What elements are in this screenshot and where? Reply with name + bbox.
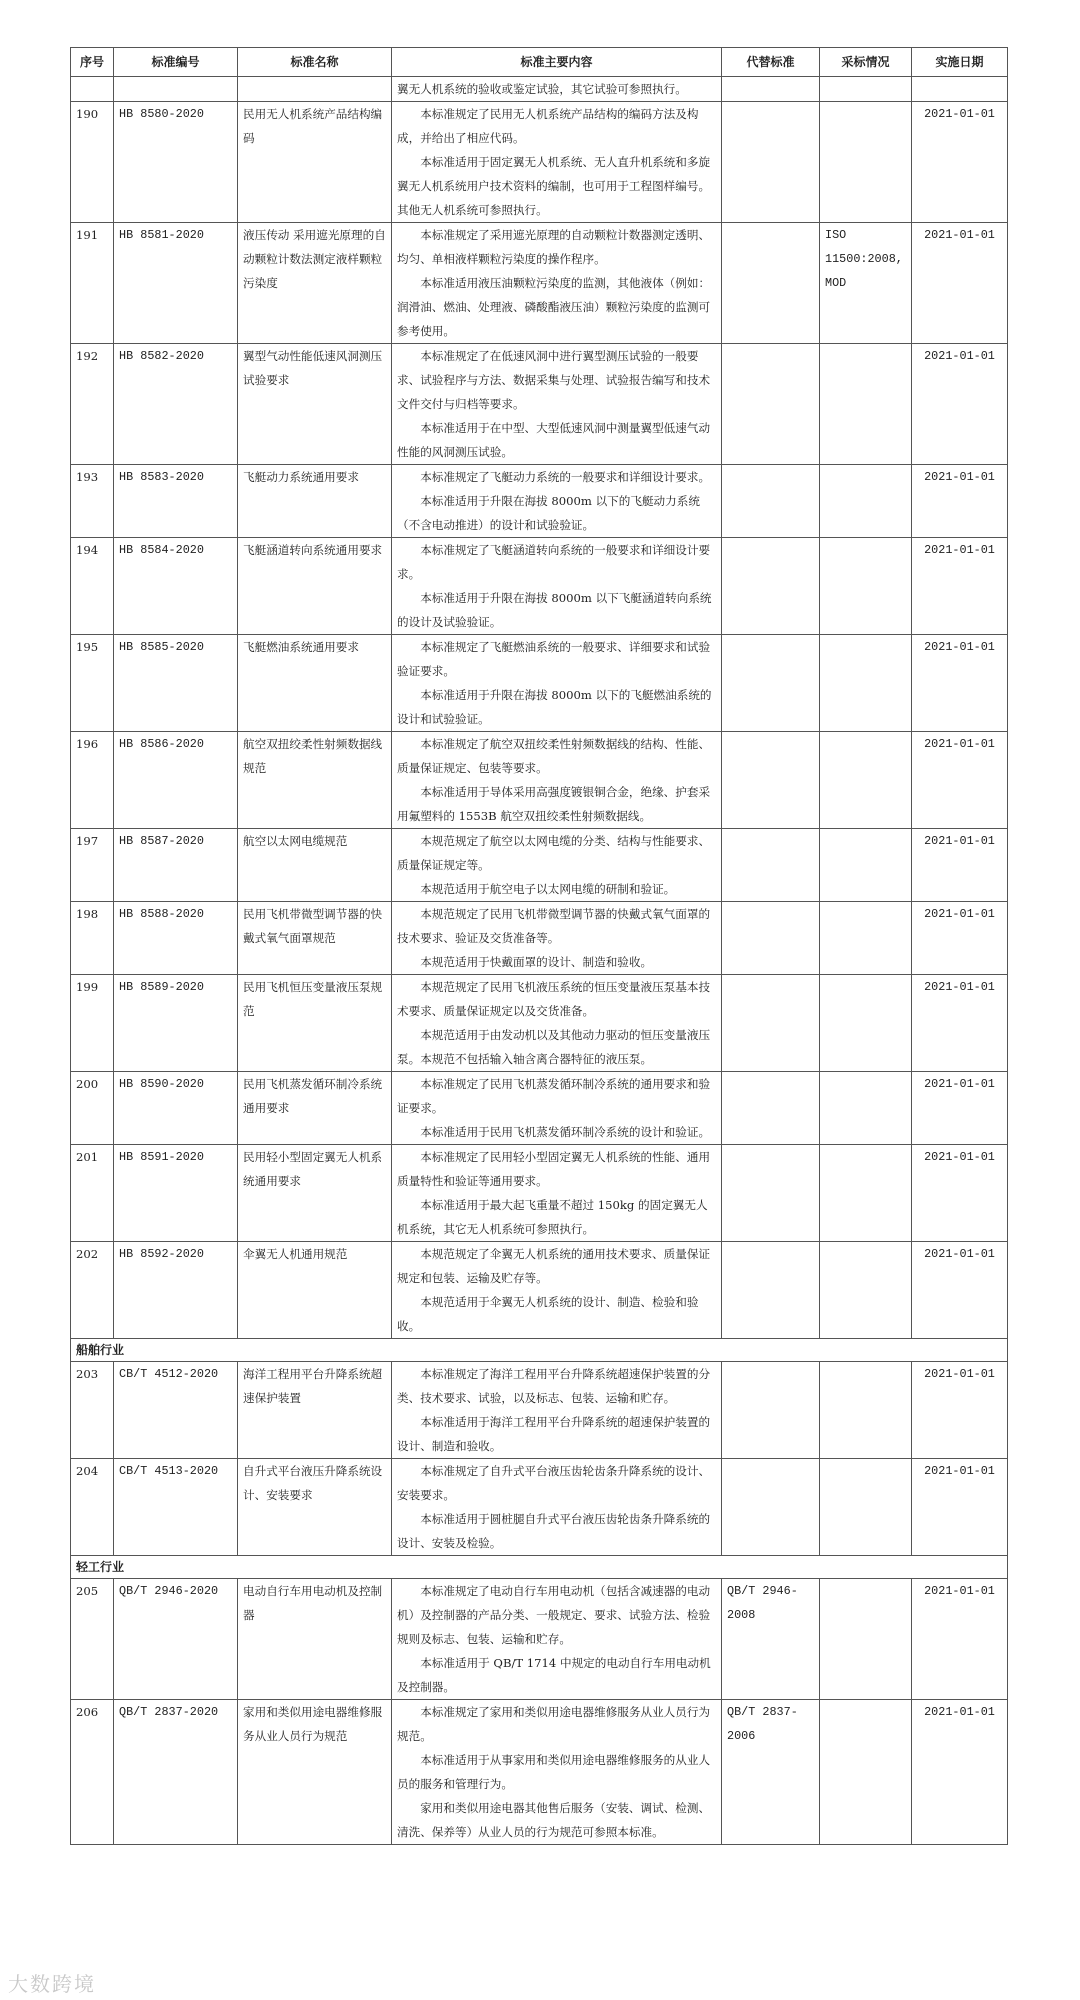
content-paragraph: 本标准规定了在低速风洞中进行翼型测压试验的一般要求、试验程序与方法、数据采集与处理、试验报告编写和技术文件交付与归档等要求。 [397, 349, 711, 411]
cell-code: HB 8584-2020 [114, 538, 238, 635]
cell-adoption [820, 732, 912, 829]
content-paragraph: 本标准适用于圆桩腿自升式平台液压齿轮齿条升降系统的设计、安装及检验。 [397, 1512, 711, 1550]
content-paragraph: 本标准适用于 QB/T 1714 中规定的电动自行车用电动机及控制器。 [397, 1656, 711, 1694]
cell-date: 2021-01-01 [912, 829, 1008, 902]
cell-name: 飞艇燃油系统通用要求 [238, 635, 392, 732]
cell-replaced [722, 829, 820, 902]
content-paragraph: 本标准适用于升限在海拔 8000m 以下的飞艇燃油系统的设计和试验验证。 [397, 688, 712, 726]
table-row [71, 1242, 1008, 1339]
content-paragraph: 本规范规定了民用飞机带微型调节器的快戴式氧气面罩的技术要求、验证及交货准备等。 [397, 907, 711, 945]
cell-seq: 193 [71, 465, 114, 538]
content-paragraph: 本标准规定了民用轻小型固定翼无人机系统的性能、通用质量特性和验证等通用要求。 [397, 1150, 711, 1188]
cell-code: HB 8582-2020 [114, 344, 238, 465]
cell-code: HB 8591-2020 [114, 1145, 238, 1242]
cell-code: QB/T 2837-2020 [114, 1700, 238, 1845]
content-paragraph: 本标准适用于最大起飞重量不超过 150kg 的固定翼无人机系统，其它无人机系统可参照执行。 [397, 1198, 708, 1236]
cell-code: HB 8587-2020 [114, 829, 238, 902]
cell-date: 2021-01-01 [912, 732, 1008, 829]
header-replaced: 代替标准 [722, 48, 820, 77]
cell-name: 航空双扭绞柔性射频数据线规范 [238, 732, 392, 829]
cell-seq: 202 [71, 1242, 114, 1339]
section-row [71, 1339, 1008, 1362]
cell-replaced [722, 538, 820, 635]
cell-code: QB/T 2946-2020 [114, 1579, 238, 1700]
cell-seq: 194 [71, 538, 114, 635]
table-row [71, 635, 1008, 732]
cell-code: CB/T 4512-2020 [114, 1362, 238, 1459]
cell-code: HB 8581-2020 [114, 223, 238, 344]
cell-adoption [820, 102, 912, 223]
cell-adoption [820, 344, 912, 465]
table-row [71, 1072, 1008, 1145]
cell-seq: 198 [71, 902, 114, 975]
cell-replaced [722, 1072, 820, 1145]
cell-adoption [820, 1072, 912, 1145]
content-paragraph: 本规范规定了航空以太网电缆的分类、结构与性能要求、质量保证规定等。 [397, 834, 711, 872]
cell-name: 飞艇动力系统通用要求 [238, 465, 392, 538]
table-row [71, 344, 1008, 465]
cell-code: HB 8590-2020 [114, 1072, 238, 1145]
cell-replaced [722, 1145, 820, 1242]
content-paragraph: 本标准规定了民用飞机蒸发循环制冷系统的通用要求和验证要求。 [397, 1077, 711, 1115]
cell-content [392, 902, 722, 975]
table-row [71, 902, 1008, 975]
content-paragraph: 本标准规定了电动自行车用电动机（包括含减速器的电动机）及控制器的产品分类、一般规定、要求、试验方法、检验规则及标志、包装、运输和贮存。 [397, 1584, 711, 1646]
cell-date: 2021-01-01 [912, 1579, 1008, 1700]
content-paragraph: 本标准适用于民用飞机蒸发循环制冷系统的设计和验证。 [420, 1125, 711, 1139]
cell-adoption [820, 1700, 912, 1845]
cell-replaced [722, 975, 820, 1072]
cell-date: 2021-01-01 [912, 344, 1008, 465]
cell-code: HB 8589-2020 [114, 975, 238, 1072]
table-row [71, 1579, 1008, 1700]
header-code: 标准编号 [114, 48, 238, 77]
header-seq: 序号 [71, 48, 114, 77]
cell-replaced [722, 732, 820, 829]
cell-adoption [820, 1459, 912, 1556]
table-row [71, 1700, 1008, 1845]
table-row [71, 102, 1008, 223]
cell-content [392, 732, 722, 829]
section-row [71, 1556, 1008, 1579]
cell-name: 翼型气动性能低速风洞测压试验要求 [238, 344, 392, 465]
content-paragraph: 本标准规定了飞艇动力系统的一般要求和详细设计要求。 [420, 470, 711, 484]
cell-seq: 199 [71, 975, 114, 1072]
content-paragraph: 本标准规定了海洋工程用平台升降系统超速保护装置的分类、技术要求、试验，以及标志、包装、运输和贮存。 [397, 1367, 711, 1405]
cell-code: HB 8586-2020 [114, 732, 238, 829]
cell-content [392, 1072, 722, 1145]
standards-table [70, 47, 1008, 1845]
cell-date: 2021-01-01 [912, 465, 1008, 538]
content-paragraph: 本规范适用于航空电子以太网电缆的研制和验证。 [420, 882, 676, 896]
cell-content [392, 975, 722, 1072]
cell-date: 2021-01-01 [912, 975, 1008, 1072]
cell-date: 2021-01-01 [912, 102, 1008, 223]
table-row [71, 465, 1008, 538]
cell-adoption [820, 1145, 912, 1242]
cell-seq: 190 [71, 102, 114, 223]
table-row [71, 1459, 1008, 1556]
cell-seq: 192 [71, 344, 114, 465]
content-paragraph: 本标准规定了飞艇燃油系统的一般要求、详细要求和试验验证要求。 [397, 640, 711, 678]
content-paragraph: 本标准适用于固定翼无人机系统、无人直升机系统和多旋翼无人机系统用户技术资料的编制，也可用于工程图样编号。其他无人机系统可参照执行。 [397, 155, 711, 217]
content-paragraph: 本标准适用于在中型、大型低速风洞中测量翼型低速气动性能的风洞测压试验。 [397, 421, 711, 459]
cell-seq: 196 [71, 732, 114, 829]
content-paragraph: 本标准规定了采用遮光原理的自动颗粒计数器测定透明、均匀、单相液样颗粒污染度的操作程序。 [397, 228, 711, 266]
content-paragraph: 本标准规定了航空双扭绞柔性射频数据线的结构、性能、质量保证规定、包装等要求。 [397, 737, 711, 775]
content-paragraph: 本标准规定了民用无人机系统产品结构的编码方法及构成，并给出了相应代码。 [397, 107, 699, 145]
cell-replaced: QB/T 2946-2008 [722, 1579, 820, 1700]
cell-adoption [820, 1362, 912, 1459]
cell-content [392, 1362, 722, 1459]
table-row [71, 538, 1008, 635]
table-row [71, 829, 1008, 902]
content-paragraph: 家用和类似用途电器其他售后服务（安装、调试、检测、清洗、保养等）从业人员的行为规范可参照本标准。 [397, 1801, 711, 1839]
content-paragraph: 本规范适用于由发动机以及其他动力驱动的恒压变量液压泵。本规范不包括输入轴含离合器特征的液压泵。 [397, 1028, 711, 1066]
cell-date: 2021-01-01 [912, 1362, 1008, 1459]
cell-replaced [722, 902, 820, 975]
content-paragraph: 本标准适用于升限在海拔 8000m 以下的飞艇动力系统（不含电动推进）的设计和试验验证。 [397, 494, 700, 532]
content-paragraph: 本规范规定了伞翼无人机系统的通用技术要求、质量保证规定和包装、运输及贮存等。 [397, 1247, 711, 1285]
cell-seq: 201 [71, 1145, 114, 1242]
cell-seq: 200 [71, 1072, 114, 1145]
cell-code: HB 8588-2020 [114, 902, 238, 975]
cell-seq: 206 [71, 1700, 114, 1845]
cell-replaced: QB/T 2837-2006 [722, 1700, 820, 1845]
content-paragraph: 本标准适用液压油颗粒污染度的监测，其他液体（例如：润滑油、燃油、处理液、磷酸酯液压油）颗粒污染度的监测可参考使用。 [397, 276, 711, 338]
cell-name: 自升式平台液压升降系统设计、安装要求 [238, 1459, 392, 1556]
cell-replaced [722, 635, 820, 732]
cell-name: 民用轻小型固定翼无人机系统通用要求 [238, 1145, 392, 1242]
cell-code: HB 8583-2020 [114, 465, 238, 538]
cell-seq: 203 [71, 1362, 114, 1459]
cell-adoption [820, 538, 912, 635]
cell-name: 液压传动 采用遮光原理的自动颗粒计数法测定液样颗粒污染度 [238, 223, 392, 344]
cell-name: 伞翼无人机通用规范 [238, 1242, 392, 1339]
content-paragraph: 本规范适用于伞翼无人机系统的设计、制造、检验和验收。 [397, 1295, 699, 1333]
content-paragraph: 本规范适用于快戴面罩的设计、制造和验收。 [420, 955, 653, 969]
cell-content [392, 1579, 722, 1700]
cell-name: 电动自行车用电动机及控制器 [238, 1579, 392, 1700]
content-paragraph: 本标准适用于海洋工程用平台升降系统的超速保护装置的设计、制造和验收。 [397, 1415, 711, 1453]
cell-name: 民用飞机恒压变量液压泵规范 [238, 975, 392, 1072]
cell-date: 2021-01-01 [912, 902, 1008, 975]
cell-date: 2021-01-01 [912, 1700, 1008, 1845]
table-row [71, 975, 1008, 1072]
cell-content [392, 635, 722, 732]
cell-seq: 195 [71, 635, 114, 732]
cell-content [392, 1459, 722, 1556]
cell-adoption [820, 1242, 912, 1339]
cell-replaced [722, 1459, 820, 1556]
cell-adoption [820, 465, 912, 538]
cell-date: 2021-01-01 [912, 1072, 1008, 1145]
content-paragraph: 本标准规定了飞艇涵道转向系统的一般要求和详细设计要求。 [397, 543, 711, 581]
cell-seq: 197 [71, 829, 114, 902]
cell-date: 2021-01-01 [912, 1242, 1008, 1339]
cell-content [392, 223, 722, 344]
cell-replaced [722, 465, 820, 538]
cell-adoption [820, 829, 912, 902]
content-paragraph: 本标准规定了自升式平台液压齿轮齿条升降系统的设计、安装要求。 [397, 1464, 711, 1502]
cell-adoption [820, 975, 912, 1072]
cell-adoption [820, 1579, 912, 1700]
cell-date: 2021-01-01 [912, 635, 1008, 732]
cell-code: CB/T 4513-2020 [114, 1459, 238, 1556]
cell-seq: 204 [71, 1459, 114, 1556]
cell-name: 民用无人机系统产品结构编码 [238, 102, 392, 223]
cell-replaced [722, 102, 820, 223]
continuation-row [71, 77, 1008, 102]
cell-content [392, 1242, 722, 1339]
cell-code: HB 8585-2020 [114, 635, 238, 732]
cell-date: 2021-01-01 [912, 1459, 1008, 1556]
content-paragraph: 本规范规定了民用飞机液压系统的恒压变量液压泵基本技术要求、质量保证规定以及交货准备。 [397, 980, 711, 1018]
cell-content [392, 1145, 722, 1242]
cell-date: 2021-01-01 [912, 1145, 1008, 1242]
cell-code: HB 8592-2020 [114, 1242, 238, 1339]
cell-seq: 191 [71, 223, 114, 344]
cell-replaced [722, 223, 820, 344]
cell-replaced [722, 344, 820, 465]
cell-content [392, 344, 722, 465]
table-header-row [71, 48, 1008, 77]
header-name: 标准名称 [238, 48, 392, 77]
content-paragraph: 本标准适用于升限在海拔 8000m 以下飞艇涵道转向系统的设计及试验验证。 [397, 591, 712, 629]
cell-content [392, 538, 722, 635]
table-row [71, 732, 1008, 829]
content-paragraph: 本标准适用于从事家用和类似用途电器维修服务的从业人员的服务和管理行为。 [397, 1753, 711, 1791]
section-title: 船舶行业 [71, 1339, 1008, 1362]
cell-seq: 205 [71, 1579, 114, 1700]
cell-code: HB 8580-2020 [114, 102, 238, 223]
header-date: 实施日期 [912, 48, 1008, 77]
cell-content [392, 465, 722, 538]
cell-name: 飞艇涵道转向系统通用要求 [238, 538, 392, 635]
cell-content [392, 102, 722, 223]
section-title: 轻工行业 [71, 1556, 1008, 1579]
cell-name: 民用飞机蒸发循环制冷系统通用要求 [238, 1072, 392, 1145]
cell-adoption [820, 635, 912, 732]
header-adoption: 采标情况 [820, 48, 912, 77]
table-row [71, 1362, 1008, 1459]
cell-adoption: ISO 11500:2008, MOD [820, 223, 912, 344]
cell-date: 2021-01-01 [912, 538, 1008, 635]
watermark-logo: 大数跨境 [8, 1972, 96, 1996]
cell-replaced [722, 1362, 820, 1459]
continuation-content: 翼无人机系统的验收或鉴定试验，其它试验可参照执行。 [392, 77, 722, 102]
table-row [71, 1145, 1008, 1242]
content-paragraph: 本标准规定了家用和类似用途电器维修服务从业人员行为规范。 [397, 1705, 711, 1743]
content-paragraph: 本标准适用于导体采用高强度镀银铜合金，绝缘、护套采用氟塑料的 1553B 航空双扭绞柔性射频数据线。 [397, 785, 711, 823]
cell-adoption [820, 902, 912, 975]
header-content: 标准主要内容 [392, 48, 722, 77]
table-row [71, 223, 1008, 344]
cell-name: 海洋工程用平台升降系统超速保护装置 [238, 1362, 392, 1459]
cell-content [392, 829, 722, 902]
cell-date: 2021-01-01 [912, 223, 1008, 344]
cell-name: 民用飞机带微型调节器的快戴式氧气面罩规范 [238, 902, 392, 975]
cell-name: 家用和类似用途电器维修服务从业人员行为规范 [238, 1700, 392, 1845]
cell-name: 航空以太网电缆规范 [238, 829, 392, 902]
cell-replaced [722, 1242, 820, 1339]
cell-content [392, 1700, 722, 1845]
